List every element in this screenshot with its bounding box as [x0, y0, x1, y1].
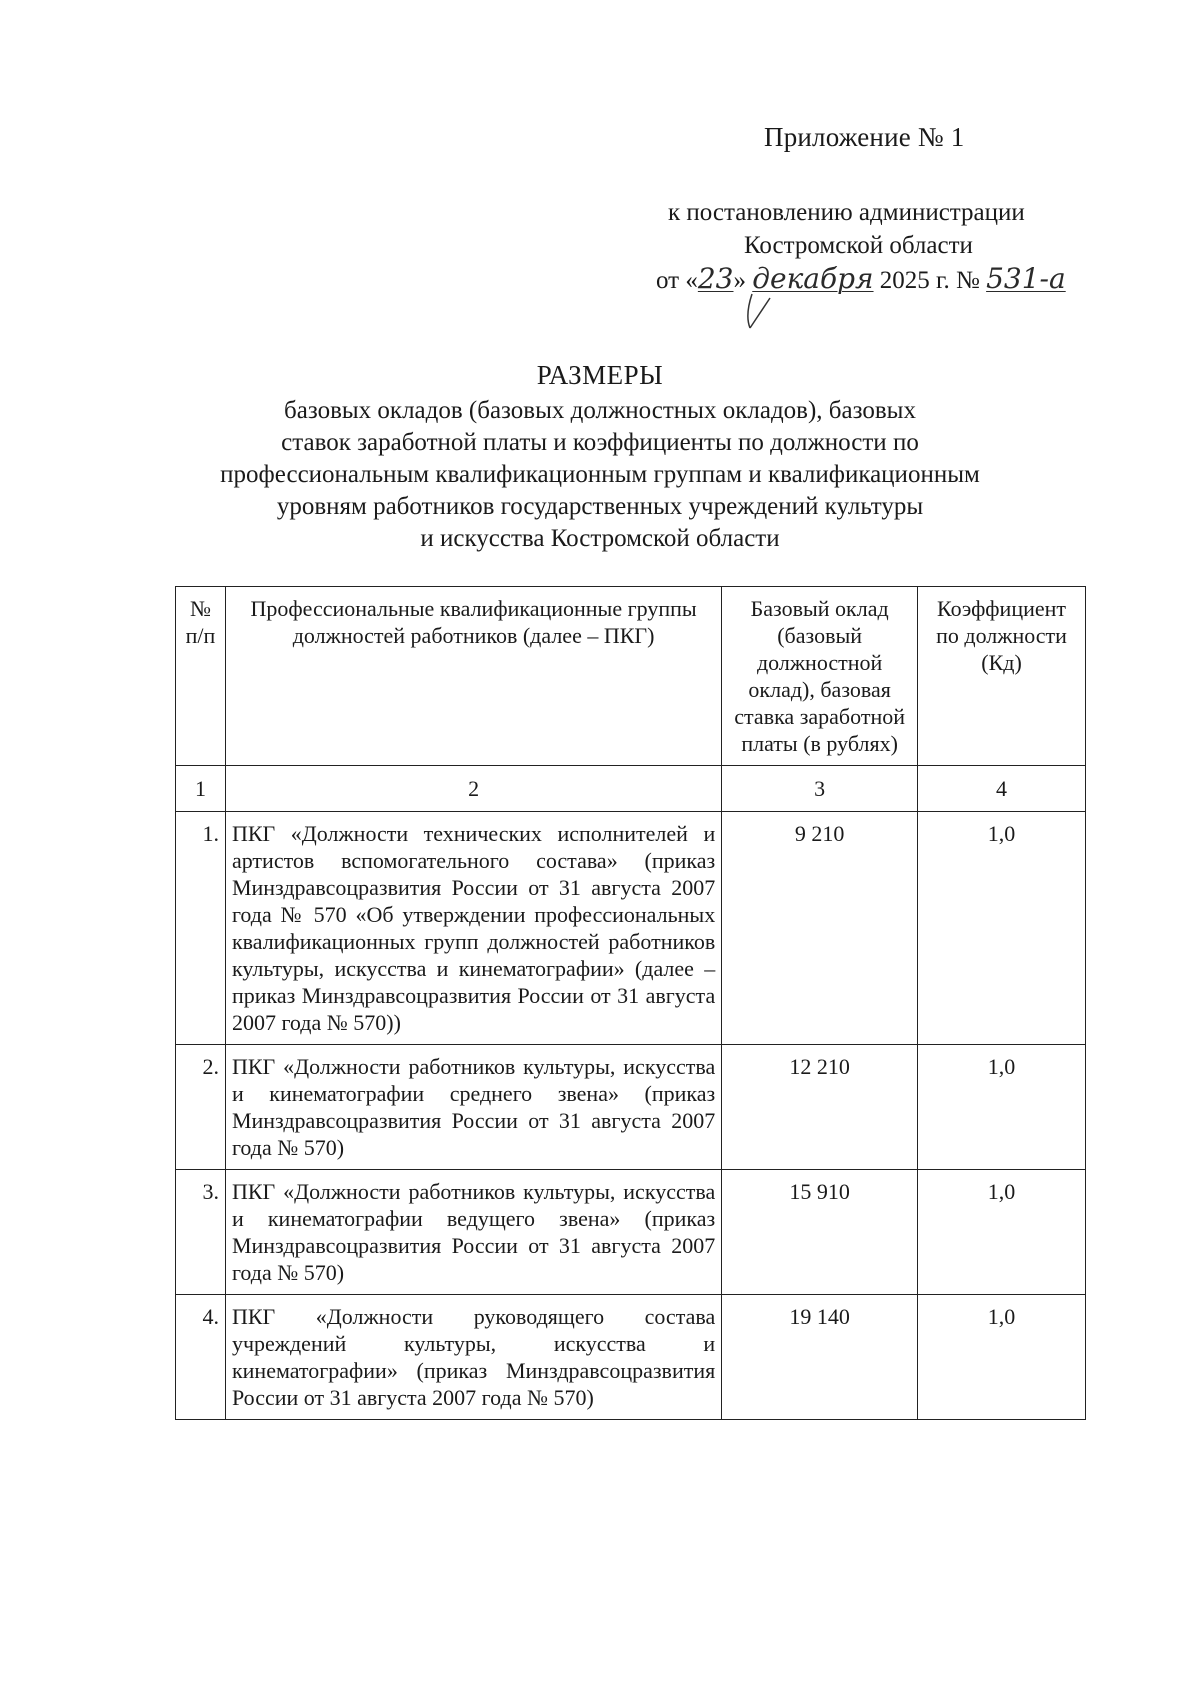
subheading-line: ставок заработной платы и коэффициенты по должности по — [281, 429, 919, 456]
handwritten-day: 23 — [697, 262, 734, 295]
column-number: 4 — [918, 766, 1086, 812]
column-number: 2 — [225, 766, 721, 812]
table-row — [176, 1170, 1086, 1295]
subheading-line: и искусства Костромской области — [420, 525, 780, 552]
reference-date-line — [656, 262, 1066, 297]
header-number: № п/п — [176, 587, 226, 766]
row-description: ПКГ «Должности работников культуры, искусства и кинематографии ведущего звена» (приказ Минздравсоцразвития России от 31 августа 2007 года № 570) — [225, 1170, 721, 1295]
salary-table — [175, 586, 1086, 1420]
table-row — [176, 812, 1086, 1045]
row-coefficient: 1,0 — [918, 1170, 1086, 1295]
reference-line-1: к постановлению администрации — [668, 199, 1025, 226]
row-salary: 12 210 — [722, 1045, 918, 1170]
subheading-line: профессиональным квалификационным группам и квалификационным — [220, 461, 980, 488]
document-subheading — [150, 395, 1050, 555]
reference-line-2: Костромской области — [744, 232, 973, 259]
header-salary: Базовый оклад (базовый должностной оклад), базовая ставка заработной платы (в рублях) — [722, 587, 918, 766]
row-number: 1. — [176, 812, 226, 1045]
column-number: 1 — [176, 766, 226, 812]
row-description: ПКГ «Должности технических исполнителей и артистов вспомогательного состава» (приказ Минздравсоцразвития России от 31 августа 2007 года № 570 «Об утверждении профессиональных квалификационных групп должностей работников культуры, искусства и кинематографии» (далее – приказ Минздравсоцразвития России от 31 августа 2007 года № 570)) — [225, 812, 721, 1045]
column-number: 3 — [722, 766, 918, 812]
column-numbering-row — [176, 766, 1086, 812]
handwritten-number: 531-а — [986, 262, 1066, 295]
row-salary: 9 210 — [722, 812, 918, 1045]
header-coefficient: Коэффициент по должности (Кд) — [918, 587, 1086, 766]
row-number: 4. — [176, 1295, 226, 1420]
document-heading: РАЗМЕРЫ — [536, 360, 664, 390]
handwritten-month: декабря — [752, 262, 874, 295]
row-salary: 15 910 — [722, 1170, 918, 1295]
appendix-title: Приложение № 1 — [764, 122, 965, 152]
row-description: ПКГ «Должности работников культуры, искусства и кинематографии среднего звена» (приказ Минздравсоцразвития России от 31 августа 2007 года № 570) — [225, 1045, 721, 1170]
handwriting-stroke — [740, 292, 800, 332]
row-salary: 19 140 — [722, 1295, 918, 1420]
reference-prefix: от « — [656, 267, 698, 294]
subheading-line: базовых окладов (базовых должностных окладов), базовых — [284, 397, 916, 424]
row-coefficient: 1,0 — [918, 812, 1086, 1045]
reference-mid: » — [733, 267, 753, 294]
table-row — [176, 1295, 1086, 1420]
row-coefficient: 1,0 — [918, 1045, 1086, 1170]
table-row — [176, 1045, 1086, 1170]
row-number: 3. — [176, 1170, 226, 1295]
row-description: ПКГ «Должности руководящего состава учреждений культуры, искусства и кинематографии» (приказ Минздравсоцразвития России от 31 августа 2007 года № 570) — [225, 1295, 721, 1420]
table-header-row — [176, 587, 1086, 766]
row-coefficient: 1,0 — [918, 1295, 1086, 1420]
header-group: Профессиональные квалификационные группы должностей работников (далее – ПКГ) — [225, 587, 721, 766]
subheading-line: уровням работников государственных учреждений культуры — [276, 493, 924, 520]
row-number: 2. — [176, 1045, 226, 1170]
reference-year: 2025 г. № — [873, 267, 987, 294]
